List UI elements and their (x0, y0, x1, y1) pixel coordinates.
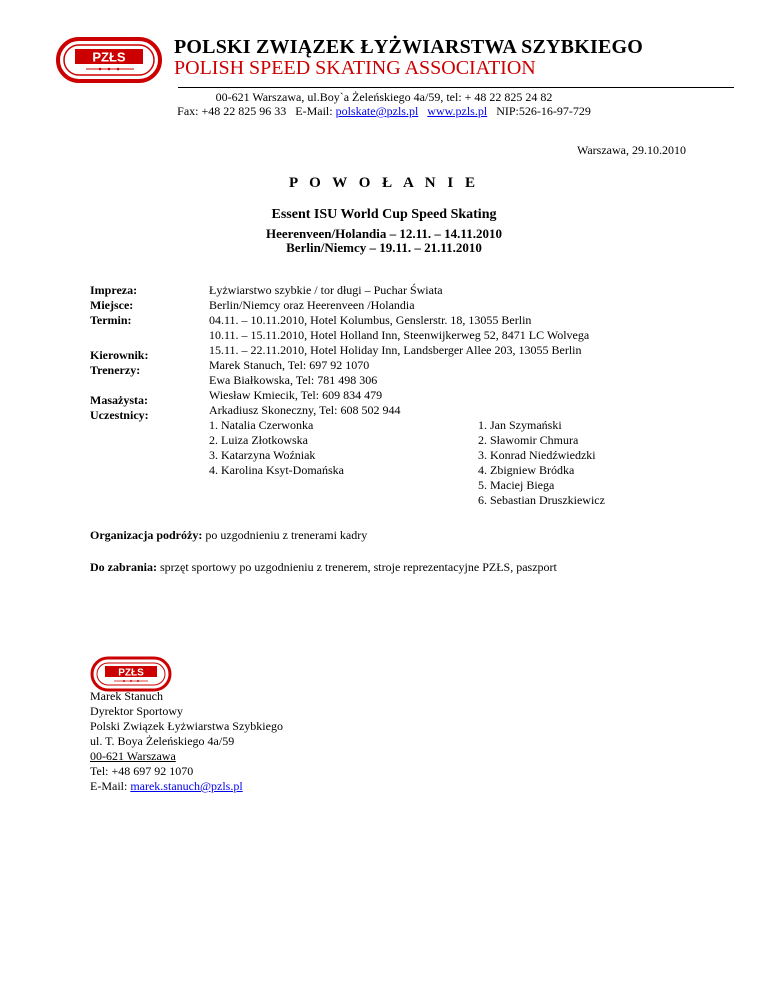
contact-line (0, 104, 768, 119)
woman-3: 3. Katarzyna Woźniak (209, 448, 316, 462)
label-termin: Termin: (90, 313, 132, 327)
signature-name: Marek Stanuch (90, 689, 163, 703)
document-title: P O W O Ł A N I E (289, 175, 479, 191)
value-miejsce: Berlin/Niemcy oraz Heerenveen /Holandia (209, 298, 415, 312)
signature-role: Dyrektor Sportowy (90, 704, 183, 718)
value-impreza: Łyżwiarstwo szybkie / tor długi – Puchar Świata (209, 283, 443, 297)
man-6: 6. Sebastian Druszkiewicz (478, 493, 605, 507)
man-5: 5. Maciej Biega (478, 478, 555, 492)
svg-text:PZŁS: PZŁS (118, 667, 144, 679)
event-leg-1: Heerenveen/Holandia – 12.11. – 14.11.2010 (266, 226, 502, 241)
value-termin-2: 10.11. – 15.11.2010, Hotel Holland Inn, Steenwijkerweg 52, 8471 LC Wolvega (209, 328, 590, 342)
man-4: 4. Zbigniew Bródka (478, 463, 575, 477)
pzls-logo (56, 36, 162, 84)
man-2: 2. Sławomir Chmura (478, 433, 579, 447)
value-kierownik: Marek Stanuch, Tel: 697 92 1070 (209, 358, 370, 372)
signature-email-link[interactable]: marek.stanuch@pzls.pl (130, 779, 243, 793)
label-miejsce: Miejsce: (90, 298, 134, 312)
packing-label: Do zabrania: (90, 560, 157, 574)
signature-tel: Tel: +48 697 92 1070 (90, 764, 194, 778)
woman-4: 4. Karolina Ksyt-Domańska (209, 463, 344, 477)
woman-1: 1. Natalia Czerwonka (209, 418, 314, 432)
fax: Fax: +48 22 825 96 33 (177, 104, 287, 118)
address-line: 00-621 Warszawa, ul.Boy`a Żeleńskiego 4a/59, tel: + 48 22 825 24 82 (215, 90, 553, 104)
signature-city: 00-621 Warszawa (90, 749, 176, 763)
event-name: Essent ISU World Cup Speed Skating (271, 207, 497, 222)
value-trener-2: Wiesław Kmiecik, Tel: 609 834 479 (209, 388, 383, 402)
signature-email-label: E-Mail: (90, 779, 131, 793)
man-3: 3. Konrad Niedźwiedzki (478, 448, 596, 462)
signature-org: Polski Związek Łyżwiarstwa Szybkiego (90, 719, 283, 733)
label-masazysta: Masażysta: (90, 393, 148, 407)
travel-paragraph (90, 528, 367, 543)
travel-text: po uzgodnieniu z trenerami kadry (202, 528, 368, 542)
date-line: Warszawa, 29.10.2010 (576, 143, 686, 157)
man-1: 1. Jan Szymański (478, 418, 562, 432)
email-link[interactable]: polskate@pzls.pl (335, 104, 419, 118)
value-masazysta: Arkadiusz Skoneczny, Tel: 608 502 944 (209, 403, 401, 417)
signature-street: ul. T. Boya Żeleńskiego 4a/59 (90, 734, 235, 748)
event-leg-2: Berlin/Niemcy – 19.11. – 21.11.2010 (286, 240, 482, 255)
packing-text: sprzęt sportowy po uzgodnieniu z trenerem, stroje reprezentacyjne PZŁS, paszport (157, 560, 557, 574)
travel-label: Organizacja podróży: (90, 528, 203, 542)
svg-text:PZŁS: PZŁS (92, 49, 126, 65)
label-uczestnicy: Uczestnicy: (90, 408, 149, 422)
website-link[interactable]: www.pzls.pl (427, 104, 488, 118)
label-impreza: Impreza: (90, 283, 138, 297)
org-name-en: POLISH SPEED SKATING ASSOCIATION (174, 57, 536, 79)
label-kierownik: Kierownik: (90, 348, 149, 362)
signature-email-line (90, 779, 243, 794)
packing-paragraph (90, 560, 557, 575)
value-termin-1: 04.11. – 10.11.2010, Hotel Kolumbus, Genslerstr. 18, 13055 Berlin (209, 313, 532, 327)
nip: NIP:526-16-97-729 (496, 104, 591, 118)
value-termin-3: 15.11. – 22.11.2010, Hotel Holiday Inn, Landsberger Allee 203, 13055 Berlin (209, 343, 582, 357)
org-name-pl: POLSKI ZWIĄZEK ŁYŻWIARSTWA SZYBKIEGO (174, 36, 643, 58)
email-label: E-Mail: (295, 104, 333, 118)
woman-2: 2. Luiza Złotkowska (209, 433, 308, 447)
pzls-signature-logo (90, 656, 172, 692)
label-trenerzy: Trenerzy: (90, 363, 141, 377)
value-trener-1: Ewa Białkowska, Tel: 781 498 306 (209, 373, 378, 387)
header-divider (178, 87, 734, 88)
